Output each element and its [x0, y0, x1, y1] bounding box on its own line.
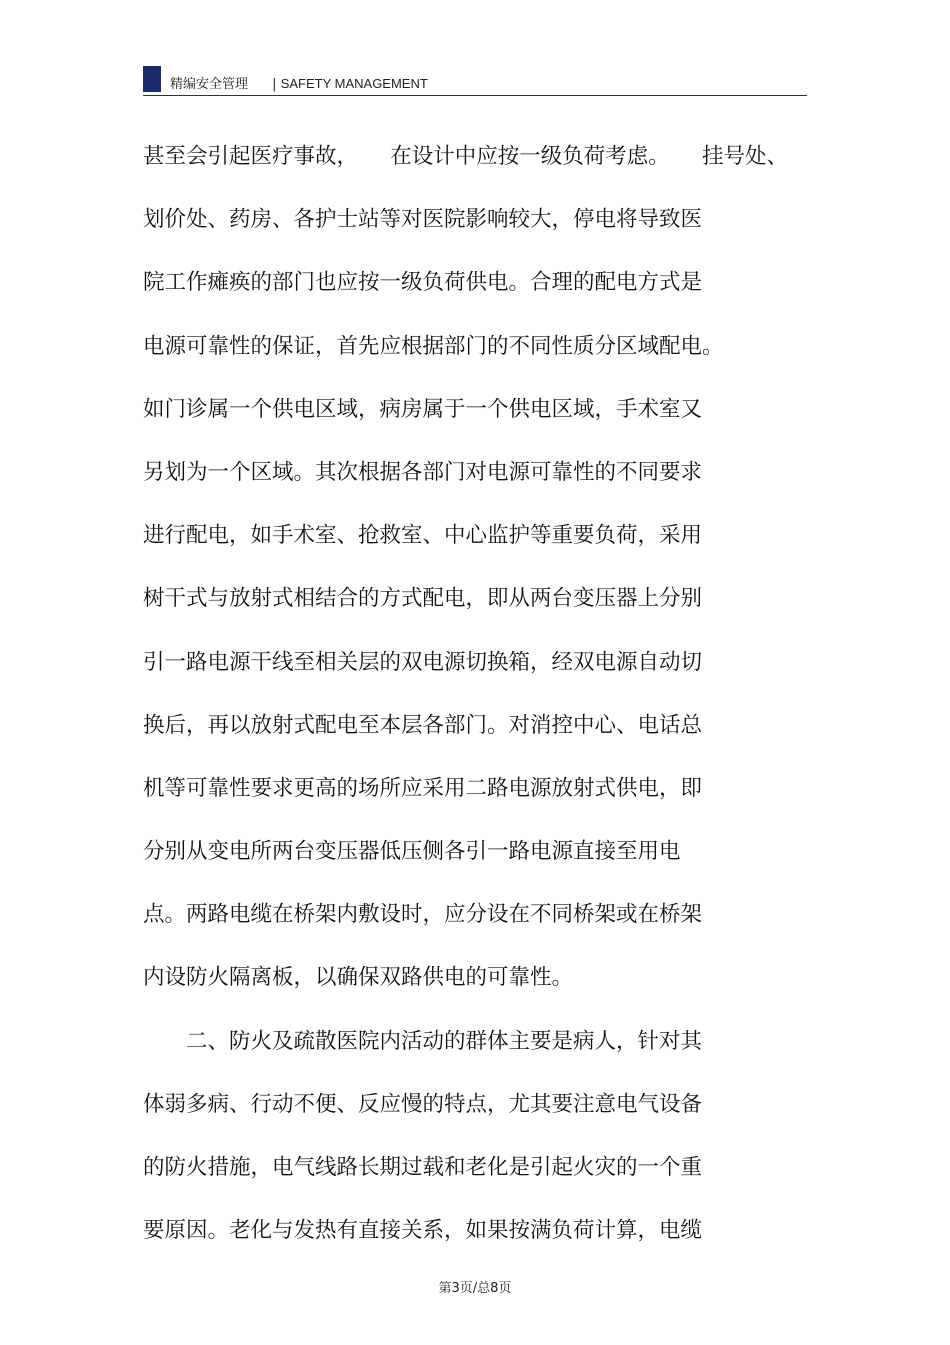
body-line: 院工作瘫痪的部门也应按一级负荷供电。合理的配电方式是 — [143, 270, 703, 296]
body-line: 的防火措施，电气线路长期过载和老化是引起火灾的一个重 — [143, 1155, 703, 1180]
document-body — [143, 125, 843, 1262]
logo-icon — [143, 66, 161, 92]
body-line: 树干式与放射式相结合的方式配电，即从两台变压器上分别 — [143, 586, 703, 612]
header-divider — [143, 95, 807, 96]
header-title — [170, 73, 428, 92]
page-header — [143, 66, 807, 96]
body-line: 体弱多病、行动不便、反应慢的特点，尤其要注意电气设备 — [143, 1091, 703, 1117]
body-line: 划价处、药房、各护士站等对医院影响较大，停电将导致医 — [143, 207, 703, 233]
body-line: 机等可靠性要求更高的场所应采用二路电源放射式供电，即 — [143, 775, 703, 801]
body-line: 另划为一个区域。其次根据各部门对电源可靠性的不同要求 — [143, 459, 703, 485]
body-line: 分别从变电所两台变压器低压侧各引一路电源直接至用电 — [143, 839, 681, 865]
body-line: 内设防火隔离板，以确保双路供电的可靠性。 — [143, 965, 574, 991]
page-footer — [0, 1277, 950, 1296]
header-title-en: SAFETY MANAGEMENT — [280, 76, 428, 91]
body-line: 点。两路电缆在桥架内敷设时，应分设在不同桥架或在桥架 — [143, 902, 703, 928]
body-line: 进行配电，如手术室、抢救室、中心监护等重要负荷，采用 — [143, 523, 703, 549]
header-title-cn: 精编安全管理 — [170, 77, 249, 92]
header-separator: | — [272, 77, 277, 92]
body-line: 如门诊属一个供电区域，病房属于一个供电区域，手术室又 — [143, 396, 703, 422]
body-line: 甚至会引起医疗事故， 在设计中应按一级负荷考虑。 挂号处、 — [143, 144, 789, 169]
body-line: 换后，再以放射式配电至本层各部门。对消控中心、电话总 — [143, 712, 703, 738]
body-line: 二、防火及疏散医院内活动的群体主要是病人，针对其 — [143, 1028, 703, 1054]
body-line: 要原因。老化与发热有直接关系，如果按满负荷计算，电缆 — [143, 1218, 703, 1244]
body-line: 引一路电源干线至相关层的双电源切换箱，经双电源自动切 — [143, 649, 703, 675]
body-line: 电源可靠性的保证，首先应根据部门的不同性质分区域配电。 — [143, 333, 724, 359]
page-number: 第3页/总8页 — [438, 1281, 512, 1296]
